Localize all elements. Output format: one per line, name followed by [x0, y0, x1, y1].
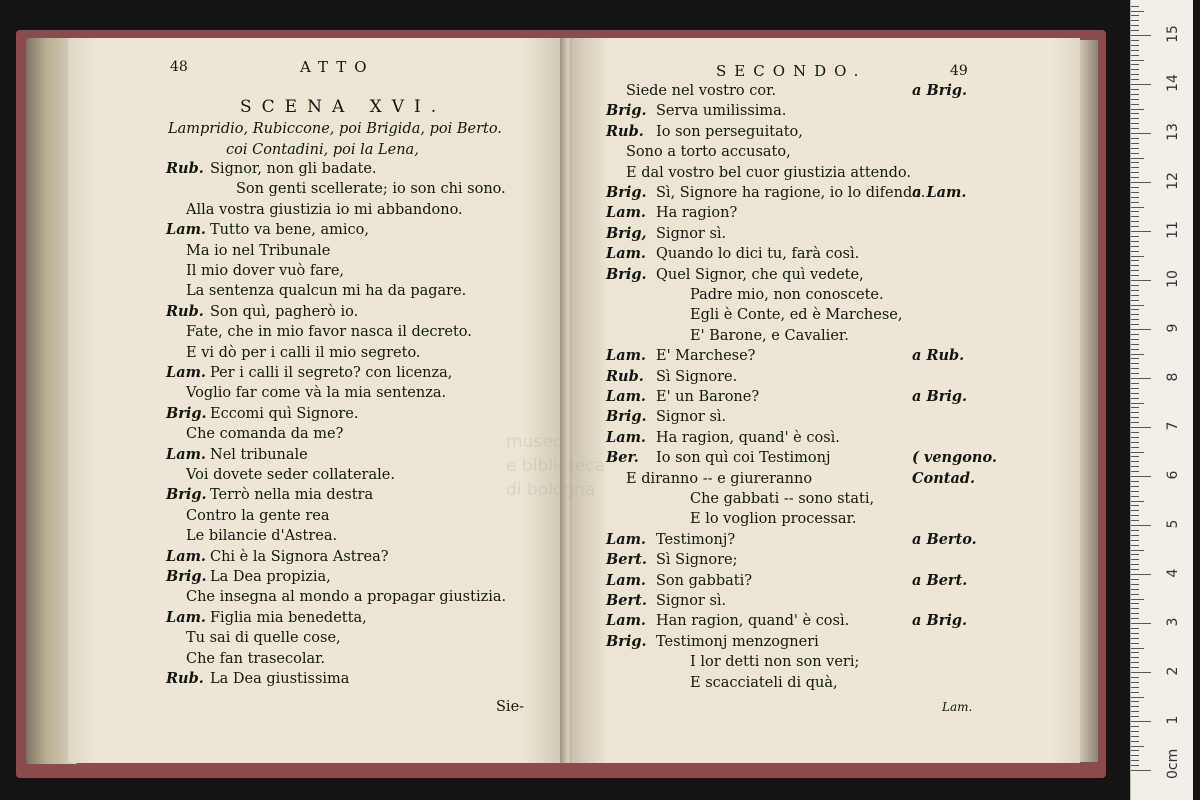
speaker-label: Brig. — [606, 408, 647, 426]
ruler-tick — [1131, 143, 1139, 144]
ruler-tick — [1131, 706, 1139, 707]
verse-line: E diranno -- e giureranno — [626, 470, 813, 487]
ruler-tick — [1131, 246, 1139, 247]
ruler-tick — [1131, 275, 1139, 276]
verse-line: E lo voglion processar. — [690, 511, 857, 528]
speaker-label: Lam. — [606, 428, 646, 446]
ruler-tick — [1131, 398, 1139, 399]
speaker-label: Lam. — [606, 612, 646, 630]
ruler-tick — [1131, 412, 1139, 413]
ruler-tick — [1131, 221, 1139, 222]
ruler-tick — [1131, 608, 1139, 609]
speaker-label: Brig. — [606, 265, 647, 283]
ruler-tick — [1131, 481, 1139, 482]
verse-line: I lor detti non son veri; — [690, 654, 860, 671]
ruler-tick — [1131, 373, 1139, 374]
ruler-tick — [1131, 687, 1139, 688]
verse-line: Siede nel vostro cor. — [626, 83, 777, 99]
stage-direction: a Brig. — [912, 388, 968, 405]
verse-line: Ma io nel Tribunale — [186, 242, 331, 259]
verse-line: Che fan trasecolar. — [186, 650, 326, 667]
ruler-tick — [1131, 60, 1144, 61]
ruler-tick — [1131, 628, 1139, 629]
left-catchword: Sie- — [496, 699, 525, 715]
ruler-tick — [1131, 755, 1139, 756]
verse-line: E dal vostro bel cuor giustizia attendo. — [626, 164, 911, 181]
ruler-tick — [1131, 133, 1151, 134]
ruler-tick — [1131, 711, 1139, 712]
ruler-tick — [1131, 231, 1151, 232]
ruler-tick — [1131, 363, 1139, 364]
verse-line: Le bilancie d'Astrea. — [186, 528, 338, 545]
stage-direction: a Bert. — [912, 571, 968, 589]
ruler-label: 9 — [1165, 323, 1181, 333]
left-running-title: ATTO — [300, 58, 375, 76]
speaker-label: Rub. — [606, 122, 644, 140]
ruler-tick — [1131, 226, 1139, 227]
ruler-tick — [1131, 349, 1139, 350]
verse-line: Voi dovete seder collaterale. — [186, 467, 395, 483]
speaker-label: Brig. — [166, 568, 207, 585]
verse-line: Terrò nella mia destra — [210, 487, 374, 504]
ruler-tick — [1131, 187, 1139, 188]
ruler-tick — [1131, 89, 1139, 90]
ruler-tick — [1131, 40, 1139, 41]
ruler-tick — [1131, 309, 1139, 310]
ruler-tick — [1131, 329, 1151, 330]
ruler-label: 10 — [1165, 270, 1181, 288]
verse-line: Testimonj menzogneri — [656, 633, 819, 650]
ruler-tick — [1131, 486, 1139, 487]
speaker-label: Rub. — [606, 367, 644, 385]
ruler-tick — [1131, 50, 1139, 51]
ruler-tick — [1131, 505, 1139, 506]
ruler-tick — [1131, 731, 1139, 732]
verse-line: Sì Signore. — [656, 368, 738, 385]
verse-line: Tutto va bene, amico, — [210, 222, 369, 239]
verse-line: Io son perseguitato, — [656, 123, 803, 140]
ruler-tick — [1131, 378, 1151, 379]
speaker-label: Bert. — [606, 592, 647, 609]
verse-line: Signor sì. — [656, 409, 727, 426]
ruler-tick — [1131, 692, 1139, 693]
ruler-tick — [1131, 339, 1139, 340]
scene-title: SCENA XVI. — [240, 97, 447, 117]
stage-direction: a Rub. — [912, 347, 965, 365]
stage-direction: a Brig. — [912, 612, 968, 630]
ruler-tick — [1131, 368, 1139, 369]
speaker-label: Rub. — [166, 670, 204, 687]
ruler-label: 3 — [1165, 617, 1181, 627]
ruler-tick — [1131, 84, 1151, 85]
verse-line: Han ragion, quand' è così. — [656, 613, 850, 630]
speaker-label: Lam. — [166, 445, 206, 463]
ruler-tick — [1131, 437, 1139, 438]
verse-line: Che gabbati -- sono stati, — [690, 491, 875, 507]
ruler-tick — [1131, 564, 1139, 565]
ruler-tick — [1131, 422, 1139, 423]
verse-line: Padre mio, non conoscete. — [690, 287, 884, 303]
ruler-tick — [1131, 770, 1151, 771]
ruler-tick — [1131, 118, 1139, 119]
ruler-tick — [1131, 236, 1139, 237]
ruler-tick — [1131, 74, 1139, 75]
ruler-tick — [1131, 295, 1139, 296]
ruler-tick — [1131, 256, 1144, 257]
speaker-label: Rub. — [166, 160, 204, 177]
ruler-tick — [1131, 94, 1139, 95]
ruler-tick — [1131, 594, 1139, 595]
ruler-label: 6 — [1165, 470, 1181, 480]
ruler-tick — [1131, 746, 1144, 747]
ruler-tick — [1131, 192, 1139, 193]
ruler-tick — [1131, 765, 1139, 766]
ruler-tick — [1131, 153, 1139, 154]
ruler-tick — [1131, 545, 1139, 546]
verse-line: Figlia mia benedetta, — [210, 609, 367, 626]
verse-line: Nel tribunale — [210, 446, 308, 463]
verse-line: Contro la gente rea — [186, 507, 330, 524]
ruler-tick — [1131, 476, 1151, 477]
ruler-tick — [1131, 682, 1139, 683]
ruler-tick — [1131, 354, 1144, 355]
speaker-label: Lam. — [166, 364, 206, 381]
ruler-tick — [1131, 285, 1139, 286]
ruler-tick — [1131, 35, 1151, 36]
ruler-tick — [1131, 324, 1139, 325]
ruler-label: 15 — [1165, 25, 1181, 43]
verse-line: Son gabbati? — [656, 572, 752, 589]
verse-line: Eccomi quì Signore. — [210, 405, 359, 422]
speaker-label: Brig. — [606, 184, 647, 201]
ruler-tick — [1131, 652, 1139, 653]
ruler-tick — [1131, 638, 1139, 639]
ruler-tick — [1131, 11, 1144, 12]
ruler-tick — [1131, 550, 1144, 551]
ruler-label: 11 — [1165, 221, 1181, 239]
ruler-tick — [1131, 55, 1139, 56]
ruler-tick — [1131, 241, 1139, 242]
ruler-tick — [1131, 501, 1144, 502]
verse-line: Serva umilissima. — [656, 103, 787, 120]
verse-line: E' un Barone? — [656, 389, 760, 405]
ruler-tick — [1131, 167, 1139, 168]
verse-line: Io son quì coi Testimonj — [656, 450, 831, 467]
ruler-tick — [1131, 280, 1151, 281]
verse-line: Voglio far come và la mia sentenza. — [186, 385, 447, 402]
speaker-label: Rub. — [166, 302, 204, 320]
right-page-number: 49 — [950, 63, 968, 79]
ruler-tick — [1131, 623, 1151, 624]
ruler-tick — [1131, 447, 1139, 448]
ruler-tick — [1131, 530, 1139, 531]
ruler-tick — [1131, 525, 1151, 526]
verse-line: La Dea propizia, — [210, 569, 331, 585]
ruler-tick — [1131, 109, 1144, 110]
verse-line: Ha ragion? — [656, 205, 738, 222]
ruler-tick — [1131, 148, 1139, 149]
ruler-tick — [1131, 64, 1139, 65]
ruler-tick — [1131, 202, 1139, 203]
verse-line: Signor sì. — [656, 225, 727, 242]
ruler-tick — [1131, 510, 1139, 511]
speaker-label: Lam. — [606, 530, 646, 548]
verse-line: Signor, non gli badate. — [210, 161, 377, 177]
stage-direction: a Brig. — [912, 82, 968, 99]
ruler-tick — [1131, 716, 1139, 717]
ruler-tick — [1131, 736, 1139, 737]
verse-line: E' Barone, e Cavalier. — [690, 327, 849, 344]
verse-line: Quel Signor, che quì vedete, — [656, 266, 864, 283]
ruler-tick — [1131, 104, 1139, 105]
speaker-label: Lam. — [606, 571, 646, 589]
ruler-tick — [1131, 197, 1139, 198]
verse-line: Son genti scellerate; io son chi sono. — [236, 181, 506, 198]
verse-line: E' Marchese? — [656, 348, 756, 365]
speaker-label: Lam. — [606, 204, 646, 222]
ruler-tick — [1131, 158, 1144, 159]
ruler-label: 4 — [1165, 568, 1181, 578]
ruler-tick — [1131, 559, 1139, 560]
verse-line: Tu sai di quelle cose, — [186, 630, 341, 647]
left-page — [68, 38, 564, 763]
ruler-tick — [1131, 45, 1139, 46]
ruler-tick — [1131, 270, 1139, 271]
verse-line: Che comanda da me? — [186, 426, 344, 443]
ruler-tick — [1131, 403, 1144, 404]
speaker-label: Brig. — [166, 486, 207, 504]
ruler-tick — [1131, 456, 1139, 457]
speaker-label: Brig. — [166, 404, 207, 422]
ruler-tick — [1131, 491, 1139, 492]
ruler-tick — [1131, 461, 1139, 462]
ruler-tick — [1131, 358, 1139, 359]
ruler-tick — [1131, 162, 1139, 163]
speaker-label: Brig. — [606, 102, 647, 120]
ruler-tick — [1131, 648, 1144, 649]
ruler-tick — [1131, 603, 1139, 604]
verse-line: Son quì, pagherò io. — [210, 303, 359, 320]
ruler-tick — [1131, 290, 1139, 291]
ruler-tick — [1131, 30, 1139, 31]
speaker-label: Ber. — [606, 449, 639, 467]
ruler-tick — [1131, 613, 1139, 614]
verse-line: Sono a torto accusato, — [626, 144, 791, 161]
verse-line: Che insegna al mondo a propagar giustizia. — [186, 589, 507, 606]
ruler-tick — [1131, 207, 1144, 208]
ruler-tick — [1131, 314, 1139, 315]
left-page-number: 48 — [170, 59, 188, 75]
verse-line: Chi è la Signora Astrea? — [210, 548, 389, 565]
ruler-tick — [1131, 466, 1139, 467]
ruler-tick — [1131, 20, 1139, 21]
cast-line-1: Lampridio, Rubiccone, poi Brigida, poi Berto. — [168, 121, 502, 137]
verse-line: Alla vostra giustizia io mi abbandono. — [186, 201, 463, 218]
stage-direction: Contad. — [912, 469, 976, 487]
ruler-label: 1 — [1165, 715, 1181, 725]
ruler-tick — [1131, 344, 1139, 345]
ruler-tick — [1131, 172, 1139, 173]
ruler-tick — [1131, 584, 1139, 585]
ruler-tick — [1131, 618, 1139, 619]
verse-line: Sì Signore; — [656, 552, 738, 569]
right-catchword: Lam. — [942, 700, 973, 714]
right-page — [572, 38, 1080, 763]
speaker-label: Lam. — [166, 547, 206, 565]
verse-line: Egli è Conte, ed è Marchese, — [690, 307, 903, 324]
ruler-tick — [1131, 25, 1139, 26]
ruler-label: 2 — [1165, 666, 1181, 676]
ruler-label: 5 — [1165, 519, 1181, 529]
ruler-tick — [1131, 574, 1151, 575]
ruler-tick — [1131, 569, 1139, 570]
ruler-tick — [1131, 216, 1139, 217]
ruler-tick — [1131, 535, 1139, 536]
ruler-tick — [1131, 589, 1139, 590]
ruler-tick — [1131, 211, 1139, 212]
ruler-tick — [1131, 383, 1139, 384]
ruler-tick — [1131, 99, 1139, 100]
verse-line: Signor sì. — [656, 593, 727, 609]
ruler-tick — [1131, 69, 1139, 70]
ruler-tick — [1131, 265, 1139, 266]
ruler-tick — [1131, 300, 1139, 301]
ruler-label: 0cm — [1165, 748, 1181, 779]
verse-line: La Dea giustissima — [210, 671, 350, 687]
speaker-label: Lam. — [606, 347, 646, 365]
ruler-tick — [1131, 79, 1139, 80]
ruler-tick — [1131, 760, 1139, 761]
cast-line-2: coi Contadini, poi la Lena, — [226, 142, 419, 158]
ruler-tick — [1131, 305, 1144, 306]
speaker-label: Brig, — [606, 224, 647, 242]
speaker-label: Lam. — [606, 245, 646, 263]
ruler-tick — [1131, 138, 1139, 139]
ruler-label: 8 — [1165, 372, 1181, 382]
ruler-tick — [1131, 672, 1151, 673]
ruler-tick — [1131, 177, 1139, 178]
ruler-tick — [1131, 334, 1139, 335]
speaker-label: Brig. — [606, 632, 647, 650]
stage-direction: ( vengono. — [912, 449, 997, 467]
ruler-label: 13 — [1165, 123, 1181, 141]
verse-line: E vi dò per i calli il mio segreto. — [186, 344, 421, 361]
ruler-tick — [1131, 579, 1139, 580]
verse-line: Sì, Signore ha ragione, io lo difendo. — [656, 185, 926, 201]
ruler-tick — [1131, 393, 1139, 394]
ruler-tick — [1131, 599, 1144, 600]
ruler-tick — [1131, 741, 1139, 742]
measurement-ruler — [1130, 0, 1193, 800]
ruler-tick — [1131, 657, 1139, 658]
ruler-tick — [1131, 407, 1139, 408]
verse-line: Testimonj? — [656, 531, 736, 548]
ruler-tick — [1131, 6, 1139, 7]
speaker-label: Bert. — [606, 551, 647, 569]
ruler-tick — [1131, 633, 1139, 634]
ruler-tick — [1131, 515, 1139, 516]
stage-direction: a Berto. — [912, 530, 977, 548]
ruler-label: 7 — [1165, 421, 1181, 431]
verse-line: Fate, che in mio favor nasca il decreto. — [186, 324, 472, 341]
ruler-tick — [1131, 432, 1139, 433]
ruler-tick — [1131, 662, 1139, 663]
ruler-tick — [1131, 496, 1139, 497]
speaker-label: Lam. — [166, 608, 206, 626]
ruler-tick — [1131, 667, 1139, 668]
ruler-tick — [1131, 471, 1139, 472]
ruler-tick — [1131, 452, 1144, 453]
verse-line: E scacciateli di quà, — [690, 674, 838, 691]
ruler-tick — [1131, 123, 1139, 124]
ruler-tick — [1131, 260, 1139, 261]
ruler-tick — [1131, 554, 1139, 555]
ruler-tick — [1131, 643, 1139, 644]
ruler-tick — [1131, 520, 1139, 521]
watermark-line: di bologna — [506, 480, 596, 500]
verse-line: Il mio dover vuò fare, — [186, 263, 345, 279]
verse-line: La sentenza qualcun mi ha da pagare. — [186, 283, 467, 300]
verse-line: Quando lo dici tu, farà così. — [656, 246, 860, 263]
ruler-tick — [1131, 750, 1139, 751]
right-running-title: SECONDO. — [716, 62, 867, 80]
ruler-tick — [1131, 113, 1139, 114]
verse-line: Ha ragion, quand' è così. — [656, 429, 840, 446]
ruler-tick — [1131, 15, 1139, 16]
ruler-tick — [1131, 701, 1139, 702]
ruler-tick — [1131, 726, 1139, 727]
ruler-tick — [1131, 697, 1144, 698]
speaker-label: Lam. — [166, 221, 206, 239]
ruler-tick — [1131, 427, 1151, 428]
speaker-label: Lam. — [606, 388, 646, 405]
watermark-line: museo — [506, 432, 564, 452]
ruler-tick — [1131, 251, 1139, 252]
ruler-tick — [1131, 540, 1139, 541]
verse-line: Per i calli il segreto? con licenza, — [210, 365, 453, 381]
ruler-tick — [1131, 182, 1151, 183]
ruler-tick — [1131, 417, 1139, 418]
stage-direction: a Lam. — [912, 184, 967, 201]
ruler-tick — [1131, 128, 1139, 129]
ruler-tick — [1131, 677, 1139, 678]
ruler-tick — [1131, 388, 1139, 389]
library-watermark — [506, 430, 605, 502]
watermark-line: e biblioteca — [506, 456, 605, 476]
ruler-label: 14 — [1165, 74, 1181, 92]
ruler-tick — [1131, 319, 1139, 320]
ruler-tick — [1131, 442, 1139, 443]
page-block-edge-right — [1078, 40, 1098, 762]
ruler-tick — [1131, 721, 1151, 722]
ruler-label: 12 — [1165, 172, 1181, 190]
